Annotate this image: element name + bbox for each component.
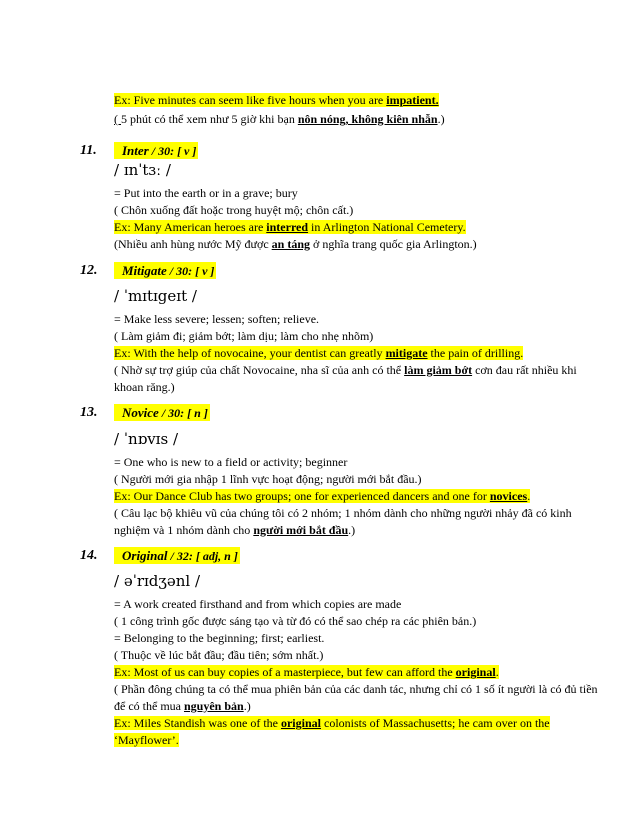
- example-keyword: novices: [489, 489, 528, 503]
- entry-word: Inter: [122, 143, 149, 158]
- definition-vi: ( Làm giảm đi; giảm bớt; làm dịu; làm cho nhẹ nhõm): [114, 329, 374, 343]
- entry-heading: [114, 142, 198, 160]
- definition: = Make less severe; lessen; soften; relieve.: [114, 312, 320, 326]
- example-keyword: mitigate: [385, 346, 428, 360]
- translation-keyword: nguyên bản: [183, 699, 244, 713]
- entry-meta: / 30: [ v ]: [148, 144, 197, 158]
- example-2: [114, 715, 608, 749]
- definition: = One who is new to a field or activity; beginner: [114, 455, 348, 469]
- translation: [114, 362, 608, 396]
- translation-keyword: người mới bắt đầu: [253, 523, 349, 537]
- translation-end: .): [243, 699, 251, 713]
- definition-vi: ( Chôn xuống đất hoặc trong huyệt mộ; chôn cất.): [114, 203, 354, 217]
- translation-text: ( Câu lạc bộ khiêu vũ của chúng tôi có 2 nhóm; 1 nhóm dành cho những người nhảy đã có kinh nghiệm và 1 nhóm dành cho: [114, 506, 572, 537]
- intro-example: [114, 92, 608, 109]
- translation-text: (Nhiều anh hùng nước Mỹ được: [114, 237, 272, 251]
- translation-keyword: nôn nóng, không kiên nhẫn: [297, 112, 438, 126]
- translation-end: .): [437, 112, 445, 126]
- pronunciation: / əˈrɪdʒənl /: [114, 572, 201, 590]
- translation-end: .): [348, 523, 356, 537]
- example-text: Ex: Most of us can buy copies of a masterpiece, but few can afford the: [114, 665, 456, 679]
- translation: [114, 505, 608, 539]
- entry-number: 14.: [80, 548, 98, 563]
- example-end: the pain of drilling.: [427, 346, 524, 360]
- entry-heading: [114, 404, 210, 422]
- translation-paren: (: [114, 112, 121, 126]
- example: [114, 664, 608, 681]
- pronunciation: / ˈnɒvɪs /: [114, 430, 178, 448]
- entry-word: Mitigate: [122, 263, 167, 278]
- example-end: .: [527, 489, 531, 503]
- entry-meta: / 30: [ v ]: [166, 264, 215, 278]
- definition-vi: ( Người mới gia nhập 1 lĩnh vực hoạt động; người mới bắt đầu.): [114, 472, 422, 486]
- entry-meta: / 32: [ adj, n ]: [167, 549, 238, 563]
- pronunciation: / ˈmɪtɪgeɪt /: [114, 287, 197, 305]
- example-text: Ex: Five minutes can seem like five hours when you are: [114, 93, 387, 107]
- example-text: Ex: With the help of novocaine, your dentist can greatly: [114, 346, 386, 360]
- translation-end: cơn đau rất nhiều khi khoan răng.): [114, 363, 577, 394]
- entry-word: Original: [122, 548, 168, 563]
- example-text: Ex: Our Dance Club has two groups; one for experienced dancers and one for: [114, 489, 490, 503]
- example: [114, 219, 608, 236]
- translation-end: ở nghĩa trang quốc gia Arlington.): [310, 237, 477, 251]
- definition-2-vi: ( Thuộc về lúc bắt đầu; đầu tiên; sớm nhất.): [114, 648, 324, 662]
- definition-vi: ( 1 công trình gốc được sáng tạo và từ đó có thể sao chép ra các phiên bản.): [114, 614, 477, 628]
- entry-number: 12.: [80, 263, 98, 278]
- translation-text: ( Nhờ sự trợ giúp của chất Novocaine, nha sĩ của anh có thể: [114, 363, 405, 377]
- example-end: in Arlington National Cemetery.: [308, 220, 466, 234]
- entry-word: Novice: [122, 405, 159, 420]
- example-keyword: impatient.: [386, 93, 439, 107]
- example-text: Ex: Many American heroes are: [114, 220, 267, 234]
- example-text: Ex: Miles Standish was one of the: [114, 716, 281, 730]
- definition-2: = Belonging to the beginning; first; earliest.: [114, 631, 325, 645]
- example-keyword: interred: [266, 220, 309, 234]
- example-end: colonists of Massachusetts; he cam over on the ‘Mayflower’.: [114, 716, 550, 747]
- entry-number: 11.: [80, 143, 97, 158]
- translation-text: 5 phút có thể xem như 5 giờ khi bạn: [121, 112, 298, 126]
- entry-meta: / 30: [ n ]: [158, 406, 208, 420]
- entry-number: 13.: [80, 405, 98, 420]
- entry-heading: [114, 547, 240, 565]
- example-keyword: original: [280, 716, 321, 730]
- translation-keyword: làm giảm bớt: [404, 363, 473, 377]
- definition: = A work created firsthand and from which copies are made: [114, 597, 402, 611]
- entry-heading: [114, 262, 216, 280]
- translation: [114, 236, 608, 253]
- translation: [114, 681, 608, 715]
- definition: = Put into the earth or in a grave; bury: [114, 186, 298, 200]
- translation-keyword: an táng: [271, 237, 311, 251]
- translation-text: ( Phần đông chúng ta có thể mua phiên bản của các danh tác, nhưng chỉ có 1 số ít người là có đủ tiền để có thể mua: [114, 682, 598, 713]
- example: [114, 488, 608, 505]
- example-keyword: original: [455, 665, 496, 679]
- pronunciation: / ɪnˈtɜː /: [114, 161, 171, 179]
- example-end: .: [495, 665, 499, 679]
- intro-translation: [114, 111, 608, 128]
- example: [114, 345, 608, 362]
